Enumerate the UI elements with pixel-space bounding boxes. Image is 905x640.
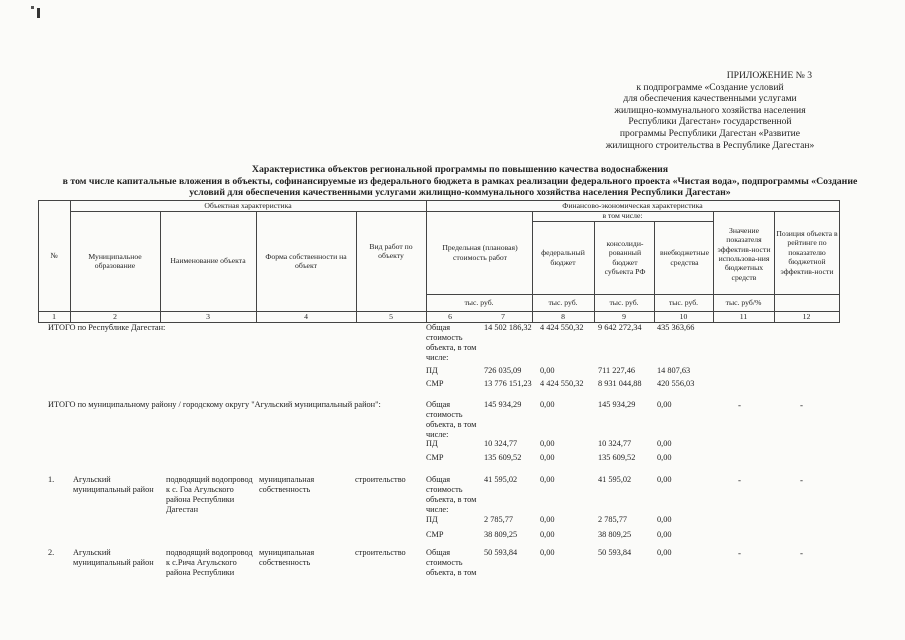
- col-number: 10: [679, 311, 688, 321]
- planned-cost-value: 726 035,09: [484, 366, 522, 375]
- object-municipality: Агульский муниципальный район: [73, 548, 154, 567]
- federal-value: 0,00: [540, 475, 555, 484]
- appendix-line: для обеспечения качественными услугами: [623, 93, 797, 105]
- extrabudget-value: 0,00: [657, 400, 672, 409]
- planned-cost-value: 135 609,52: [484, 453, 522, 462]
- col-header-ownership: Форма собственности на объект: [265, 251, 347, 270]
- cost-breakdown-label: Общая стоимость объекта, в том: [426, 548, 477, 577]
- extrabudget-value: 0,00: [657, 548, 672, 557]
- consolidated-value: 8 931 044,88: [598, 379, 642, 388]
- grid-line: [356, 211, 357, 322]
- federal-value: 0,00: [540, 366, 555, 375]
- object-name: подводящий водопровод к с.Рича Агульского района Республики: [166, 548, 253, 577]
- smr-label: СМР: [426, 379, 444, 388]
- col-number: 2: [113, 311, 117, 321]
- federal-value: 4 424 550,32: [540, 379, 584, 388]
- cost-breakdown-label: Общая стоимость объекта, в том числе:: [426, 475, 477, 514]
- extrabudget-value: 14 807,63: [657, 366, 691, 375]
- title-line: Характеристика объектов региональной программы по повышению качества водоснабжения: [251, 164, 669, 175]
- col-number: 4: [304, 311, 308, 321]
- col-number: 9: [622, 311, 626, 321]
- grid-line: [839, 200, 840, 322]
- unit-extrabudget: тыс. руб.: [668, 297, 699, 307]
- consolidated-value: 41 595,02: [598, 475, 632, 484]
- consolidated-value: 145 934,29: [598, 400, 636, 409]
- col-number: 11: [739, 311, 748, 321]
- object-ownership: муниципальная собственность: [259, 475, 315, 494]
- object-characteristics-header: Объектная характеристика: [204, 200, 292, 210]
- planned-cost-value: 10 324,77: [484, 439, 518, 448]
- object-ownership: муниципальная собственность: [259, 548, 315, 567]
- pd-label: ПД: [426, 439, 438, 448]
- col-number: 8: [561, 311, 565, 321]
- appendix-line: к подпрограмме «Создание условий: [636, 81, 784, 93]
- unit-consolidated: тыс. руб.: [609, 297, 639, 307]
- object-name: подводящий водопровод к с. Гоа Агульского района Республики Дагестан: [166, 475, 253, 514]
- consolidated-value: 2 785,77: [598, 515, 628, 524]
- scan-speck: [37, 8, 40, 18]
- col-header-work-type: Вид работ по объекту: [369, 241, 413, 260]
- smr-label: СМР: [426, 530, 444, 539]
- including-header: в том числе:: [602, 211, 643, 221]
- object-work-type: строительство: [355, 475, 406, 484]
- grid-line: [70, 200, 71, 322]
- extrabudget-value: 0,00: [657, 530, 672, 539]
- finance-characteristics-header: Финансово-экономическая характеристика: [562, 200, 703, 210]
- title-line: условий для обеспечения качественными услугами жилищно-коммунального хозяйства населения Республики Дагестан»: [189, 187, 731, 199]
- federal-value: 0,00: [540, 400, 555, 409]
- object-municipality: Агульский муниципальный район: [73, 475, 154, 494]
- federal-value: 0,00: [540, 439, 555, 448]
- object-number: 2.: [48, 548, 55, 557]
- col-header-indicator: Значение показателя эффектив-ности использова-ния бюджетных средств: [717, 225, 771, 282]
- grid-line: [160, 211, 161, 322]
- col-header-federal: федеральный бюджет: [541, 248, 585, 267]
- consolidated-value: 38 809,25: [598, 530, 632, 539]
- extrabudget-value: 0,00: [657, 515, 672, 524]
- rank-value: -: [800, 548, 803, 558]
- consolidated-value: 10 324,77: [598, 439, 632, 448]
- extrabudget-value: 0,00: [657, 475, 672, 484]
- planned-cost-value: 13 776 151,23: [484, 379, 532, 388]
- pd-label: ПД: [426, 366, 438, 375]
- col-number: 1: [52, 311, 56, 321]
- col-header-rank: Позиция объекта в рейтинге по показателю бюджетной эффектив-ности: [776, 228, 838, 276]
- federal-value: 0,00: [540, 548, 555, 557]
- col-header-municipality: Муниципальное образование: [88, 251, 142, 270]
- col-number: 5: [389, 311, 393, 321]
- col-header-number: №: [50, 250, 58, 260]
- appendix-line: программы Республики Дагестан «Развитие: [619, 127, 801, 139]
- appendix-line: Республики Дагестан» государственной: [628, 116, 792, 128]
- unit-federal: тыс. руб.: [548, 297, 578, 307]
- smr-label: СМР: [426, 453, 444, 462]
- unit-cost: тыс. руб.: [464, 297, 494, 307]
- consolidated-value: 135 609,52: [598, 453, 636, 462]
- indicator-value: -: [738, 400, 741, 410]
- unit-indicator: тыс. руб/%: [725, 297, 762, 307]
- scan-speck: [31, 6, 34, 9]
- consolidated-value: 711 227,46: [598, 366, 636, 375]
- pd-label: ПД: [426, 515, 438, 524]
- federal-value: 0,00: [540, 515, 555, 524]
- total-republic-label: ИТОГО по Республике Дагестан:: [48, 323, 166, 332]
- rank-value: -: [800, 475, 803, 485]
- appendix-number: ПРИЛОЖЕНИЕ № 3: [726, 70, 812, 81]
- object-number: 1.: [48, 475, 55, 484]
- object-work-type: строительство: [355, 548, 406, 557]
- federal-value: 4 424 550,32: [540, 323, 584, 332]
- total-district-label: ИТОГО по муниципальному району / городскому округу "Агульский муниципальный район":: [48, 400, 381, 409]
- grid-line: [774, 211, 775, 322]
- appendix-line: жилищного строительства в Республике Дагестан»: [605, 139, 815, 151]
- col-header-object-name: Наименование объекта: [170, 256, 246, 266]
- extrabudget-value: 0,00: [657, 439, 672, 448]
- planned-cost-value: 38 809,25: [484, 530, 518, 539]
- cost-breakdown-label: Общая стоимость объекта, в том числе:: [426, 323, 477, 362]
- col-number: 12: [802, 311, 811, 321]
- federal-value: 0,00: [540, 530, 555, 539]
- title-line: в том числе капитальные вложения в объекты, софинансируемые из федерального бюджета в рамках реализации федерального проекта «Чистая вода», подпрограммы «Создание: [62, 175, 858, 187]
- federal-value: 0,00: [540, 453, 555, 462]
- grid-line: [256, 211, 257, 322]
- consolidated-value: 50 593,84: [598, 548, 632, 557]
- indicator-value: -: [738, 475, 741, 485]
- consolidated-value: 9 642 272,34: [598, 323, 642, 332]
- col-number: 7: [501, 311, 505, 321]
- extrabudget-value: 420 556,03: [657, 379, 695, 388]
- cost-breakdown-label: Общая стоимость объекта, в том числе:: [426, 400, 477, 439]
- col-number: 6: [448, 311, 452, 321]
- planned-cost-value: 14 502 186,32: [484, 323, 532, 332]
- planned-cost-value: 50 593,84: [484, 548, 518, 557]
- extrabudget-value: 435 363,66: [657, 323, 695, 332]
- appendix-header: [560, 70, 860, 151]
- planned-cost-value: 41 595,02: [484, 475, 518, 484]
- extrabudget-value: 0,00: [657, 453, 672, 462]
- col-header-consolidated: консолиди-рованный бюджет субъекта РФ: [604, 238, 646, 276]
- rank-value: -: [800, 400, 803, 410]
- col-number: 3: [206, 311, 210, 321]
- planned-cost-value: 2 785,77: [484, 515, 514, 524]
- indicator-value: -: [738, 548, 741, 558]
- document-title: [40, 164, 880, 199]
- appendix-line: жилищно-коммунального хозяйства населения: [614, 104, 806, 116]
- col-header-planned-cost: Предельная (плановая) стоимость работ: [442, 243, 518, 262]
- col-header-extrabudget: внебюджетные средства: [659, 248, 709, 267]
- planned-cost-value: 145 934,29: [484, 400, 522, 409]
